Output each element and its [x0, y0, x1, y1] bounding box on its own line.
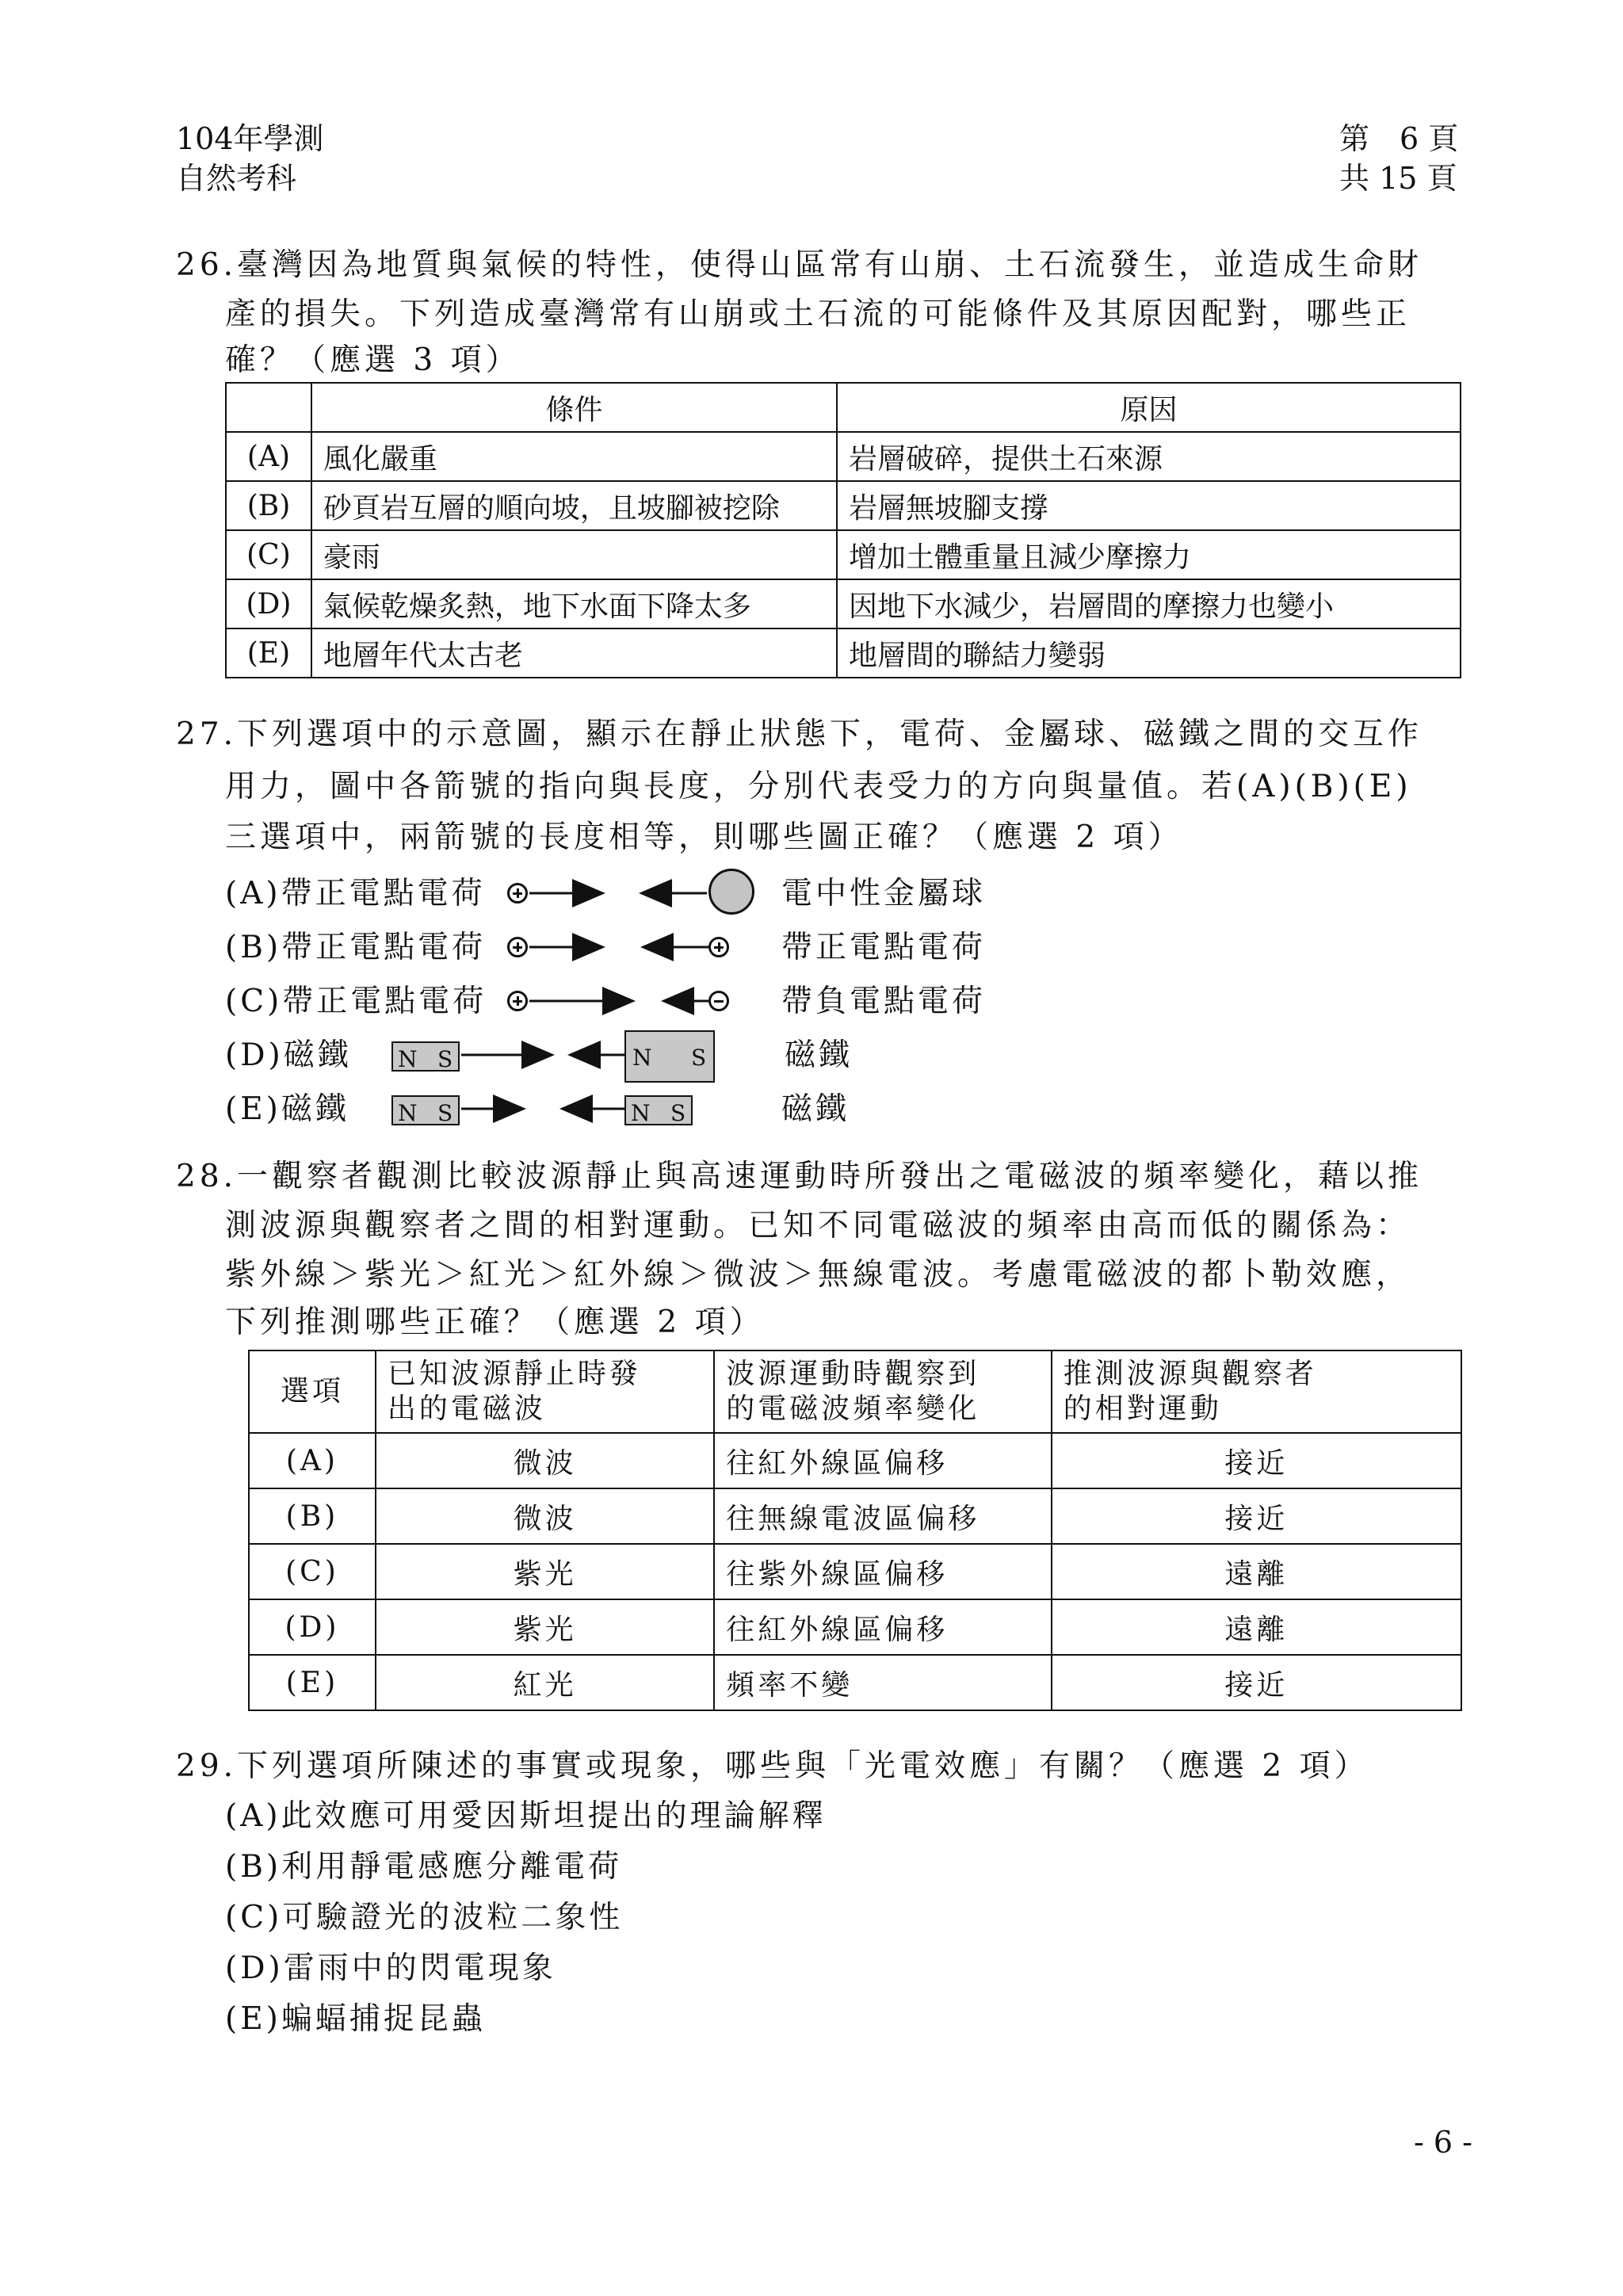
table-row — [226, 481, 1461, 530]
table-header-cell — [1052, 1350, 1461, 1433]
q27-line-1: 27.下列選項中的示意圖，顯示在靜止狀態下，電荷、金屬球、磁鐵之間的交互作 — [176, 716, 1423, 752]
condition-cell: 氣候乾燥炙熱，地下水面下降太多 — [311, 579, 837, 628]
relative-motion-cell: 接近 — [1052, 1488, 1461, 1544]
table-header-cell: 條件 — [311, 383, 837, 432]
frequency-shift-cell: 往紅外線區偏移 — [714, 1433, 1051, 1488]
q28-line-3: 紫外線＞紫光＞紅光＞紅外線＞微波＞無線電波。考慮電磁波的都卜勒效應， — [225, 1257, 1411, 1293]
table-header-cell — [376, 1350, 714, 1433]
q27-option-c-right: 帶負電點電荷 — [781, 984, 987, 1019]
table-row — [226, 530, 1461, 579]
reason-cell: 地層間的聯結力變弱 — [837, 628, 1461, 678]
negative-charge-icon — [708, 991, 729, 1011]
source-wave-cell: 紅光 — [376, 1655, 714, 1710]
q28-line-1: 28.一觀察者觀測比較波源靜止與高速運動時所發出之電磁波的頻率變化，藉以推 — [176, 1159, 1423, 1194]
option-label: (C) — [249, 1544, 376, 1599]
magnet-icon — [624, 1030, 715, 1083]
frequency-shift-cell: 頻率不變 — [714, 1655, 1051, 1710]
table-row — [249, 1655, 1461, 1710]
q26-line-3: 確？（應選 3 項） — [225, 342, 521, 378]
q27-option-d-right: 磁鐵 — [785, 1037, 854, 1073]
option-label: (C) — [226, 530, 311, 579]
source-wave-cell: 微波 — [376, 1488, 714, 1544]
q27-option-b-right: 帶正電點電荷 — [781, 930, 987, 965]
q29-option-e: (E)蝙蝠捕捉昆蟲 — [225, 2001, 486, 2037]
option-label: (A) — [226, 432, 311, 481]
table-header-cell: 選項 — [249, 1350, 376, 1433]
condition-cell: 地層年代太古老 — [311, 628, 837, 678]
q27-option-a-left: (A)帶正電點電荷 — [225, 876, 486, 911]
source-wave-cell: 紫光 — [376, 1599, 714, 1655]
frequency-shift-cell: 往紫外線區偏移 — [714, 1544, 1051, 1599]
option-label: (E) — [249, 1655, 376, 1710]
q26-line-2: 產的損失。下列造成臺灣常有山崩或土石流的可能條件及其原因配對，哪些正 — [225, 296, 1411, 332]
q28-table — [248, 1350, 1462, 1711]
page-indicator: 第 6 頁 — [1339, 121, 1459, 156]
relative-motion-cell: 遠離 — [1052, 1544, 1461, 1599]
q29-option-d: (D)雷雨中的閃電現象 — [225, 1950, 556, 1986]
table-header-text: 推測波源與觀察者 的相對運動 — [1063, 1358, 1317, 1425]
source-wave-cell: 紫光 — [376, 1544, 714, 1599]
option-label: (D) — [249, 1599, 376, 1655]
north-pole-label: N — [631, 1100, 651, 1126]
reason-cell: 岩層無坡腳支撐 — [837, 481, 1461, 530]
table-row — [226, 628, 1461, 678]
q27-option-b-left: (B)帶正電點電荷 — [225, 930, 487, 965]
q27-option-a-right: 電中性金屬球 — [781, 876, 987, 911]
q28-line-4: 下列推測哪些正確？（應選 2 項） — [225, 1305, 765, 1340]
table-header-text: 已知波源靜止時發 出的電磁波 — [387, 1358, 641, 1425]
q27-option-e-left: (E)磁鐵 — [225, 1091, 349, 1127]
page-number: - 6 - — [1414, 2125, 1473, 2160]
q27-option-e-arrows — [460, 1094, 629, 1129]
q27-option-d-arrows — [460, 1040, 629, 1075]
option-label: (E) — [226, 628, 311, 678]
table-header-cell — [226, 383, 311, 432]
q28-line-2: 測波源與觀察者之間的相對運動。已知不同電磁波的頻率由高而低的關係為： — [225, 1208, 1411, 1244]
table-header-row — [249, 1350, 1461, 1433]
option-label: (B) — [226, 481, 311, 530]
q26-line-1: 26.臺灣因為地質與氣候的特性，使得山區常有山崩、土石流發生，並造成生命財 — [176, 247, 1423, 283]
table-header-text: 波源運動時觀察到 的電磁波頻率變化 — [726, 1358, 980, 1425]
table-row — [226, 579, 1461, 628]
magnet-icon — [391, 1041, 460, 1072]
q27-option-c-left: (C)帶正電點電荷 — [225, 984, 487, 1019]
option-label: (D) — [226, 579, 311, 628]
option-label: (A) — [249, 1433, 376, 1488]
q27-option-e-right: 磁鐵 — [781, 1091, 850, 1127]
table-header-cell — [714, 1350, 1051, 1433]
table-header-row — [226, 383, 1461, 432]
north-pole-label: N — [398, 1046, 418, 1072]
subject-title: 自然考科 — [176, 161, 297, 196]
q29-question: 29.下列選項所陳述的事實或現象，哪些與「光電效應」有關？（應選 2 項） — [176, 1748, 1369, 1784]
q29-option-a: (A)此效應可用愛因斯坦提出的理論解釋 — [225, 1798, 827, 1834]
table-row — [249, 1599, 1461, 1655]
north-pole-label: N — [632, 1045, 652, 1071]
table-header-cell: 原因 — [837, 383, 1461, 432]
total-pages: 共 15 頁 — [1339, 161, 1457, 196]
table-row — [249, 1488, 1461, 1544]
condition-cell: 砂頁岩互層的順向坡，且坡腳被挖除 — [311, 481, 837, 530]
relative-motion-cell: 遠離 — [1052, 1599, 1461, 1655]
q29-option-c: (C)可驗證光的波粒二象性 — [225, 1900, 624, 1935]
south-pole-label: S — [670, 1100, 686, 1126]
q27-line-2: 用力，圖中各箭號的指向與長度，分別代表受力的方向與量值。若(A)(B)(E) — [225, 769, 1412, 804]
south-pole-label: S — [691, 1045, 707, 1071]
table-row — [249, 1544, 1461, 1599]
frequency-shift-cell: 往紅外線區偏移 — [714, 1599, 1051, 1655]
table-row — [226, 432, 1461, 481]
magnet-icon — [624, 1095, 693, 1125]
reason-cell: 岩層破碎，提供土石來源 — [837, 432, 1461, 481]
magnet-icon — [391, 1095, 460, 1125]
exam-title: 104年學測 — [176, 121, 324, 156]
condition-cell: 風化嚴重 — [311, 432, 837, 481]
condition-cell: 豪雨 — [311, 530, 837, 579]
q27-line-3: 三選項中，兩箭號的長度相等，則哪些圖正確？（應選 2 項） — [225, 819, 1183, 855]
table-row — [249, 1433, 1461, 1488]
relative-motion-cell: 接近 — [1052, 1433, 1461, 1488]
south-pole-label: S — [437, 1046, 453, 1072]
positive-charge-icon — [708, 937, 729, 957]
q27-option-d-left: (D)磁鐵 — [225, 1037, 352, 1073]
q26-table — [225, 382, 1461, 678]
reason-cell: 因地下水減少，岩層間的摩擦力也變小 — [837, 579, 1461, 628]
source-wave-cell: 微波 — [376, 1433, 714, 1488]
option-label: (B) — [249, 1488, 376, 1544]
south-pole-label: S — [437, 1100, 453, 1126]
north-pole-label: N — [398, 1100, 418, 1126]
metal-sphere-icon — [708, 869, 754, 915]
q29-option-b: (B)利用靜電感應分離電荷 — [225, 1849, 623, 1885]
relative-motion-cell: 接近 — [1052, 1655, 1461, 1710]
frequency-shift-cell: 往無線電波區偏移 — [714, 1488, 1051, 1544]
reason-cell: 增加土體重量且減少摩擦力 — [837, 530, 1461, 579]
